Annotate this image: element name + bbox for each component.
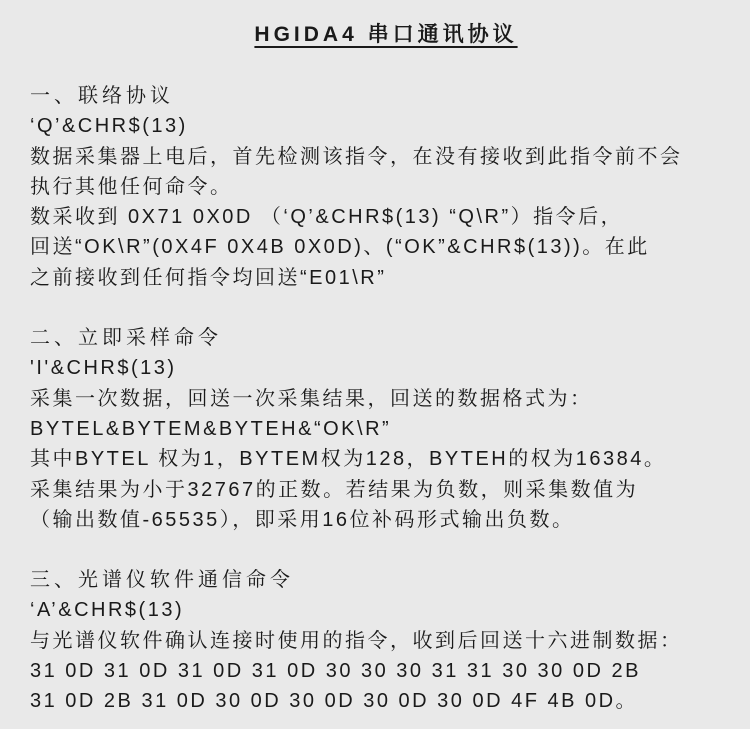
text-line: 数采收到 0X71 0X0D （‘Q’&CHR$(13) “Q\R”）指令后， <box>30 206 624 229</box>
text-line: ‘Q’&CHR$(13) <box>30 115 188 138</box>
text-line: 采集结果为小于32767的正数。若结果为负数，则采集数值为 <box>30 478 639 501</box>
section-1-heading: 一、联络协议 <box>30 85 174 107</box>
text-line: 'I'&CHR$(13) <box>30 357 177 380</box>
section-2-heading: 二、立即采样命令 <box>30 327 222 350</box>
hex-data-line: 31 0D 2B 31 0D 30 0D 30 0D 30 0D 30 0D 4F 4B 0D。 <box>30 690 639 713</box>
section-immediate-sampling-command <box>30 323 742 535</box>
text-line: ‘A’&CHR$(13) <box>30 599 185 622</box>
section-spectrometer-software-command <box>30 565 742 716</box>
text-line: 采集一次数据，回送一次采集结果，回送的数据格式为： <box>30 387 593 410</box>
text-line: 回送“OK\R”(0X4F 0X4B 0X0D)、(“OK”&CHR$(13))。在此 <box>30 236 650 259</box>
page-title <box>30 21 742 49</box>
text-line: 其中BYTEL 权为1，BYTEM权为128，BYTEH的权为16384。 <box>30 448 667 471</box>
page-title-text: HGIDA4 串口通讯协议 <box>254 23 518 46</box>
text-line: 执行其他任何命令。 <box>30 175 233 198</box>
text-line: 之前接收到任何指令均回送“E01\R” <box>30 266 387 289</box>
text-line: （输出数值-65535），即采用16位补码形式输出负数。 <box>30 508 575 531</box>
section-3-heading: 三、光谱仪软件通信命令 <box>30 569 294 592</box>
text-line: 数据采集器上电后，首先检测该指令，在没有接收到此指令前不会 <box>30 145 683 168</box>
text-line: 与光谱仪软件确认连接时使用的指令，收到后回送十六进制数据： <box>30 629 683 652</box>
text-line: BYTEL&BYTEM&BYTEH&“OK\R” <box>30 417 392 440</box>
section-handshake-protocol <box>30 81 742 293</box>
hex-data-line: 31 0D 31 0D 31 0D 31 0D 30 30 30 31 31 30 30 0D 2B <box>30 660 641 683</box>
